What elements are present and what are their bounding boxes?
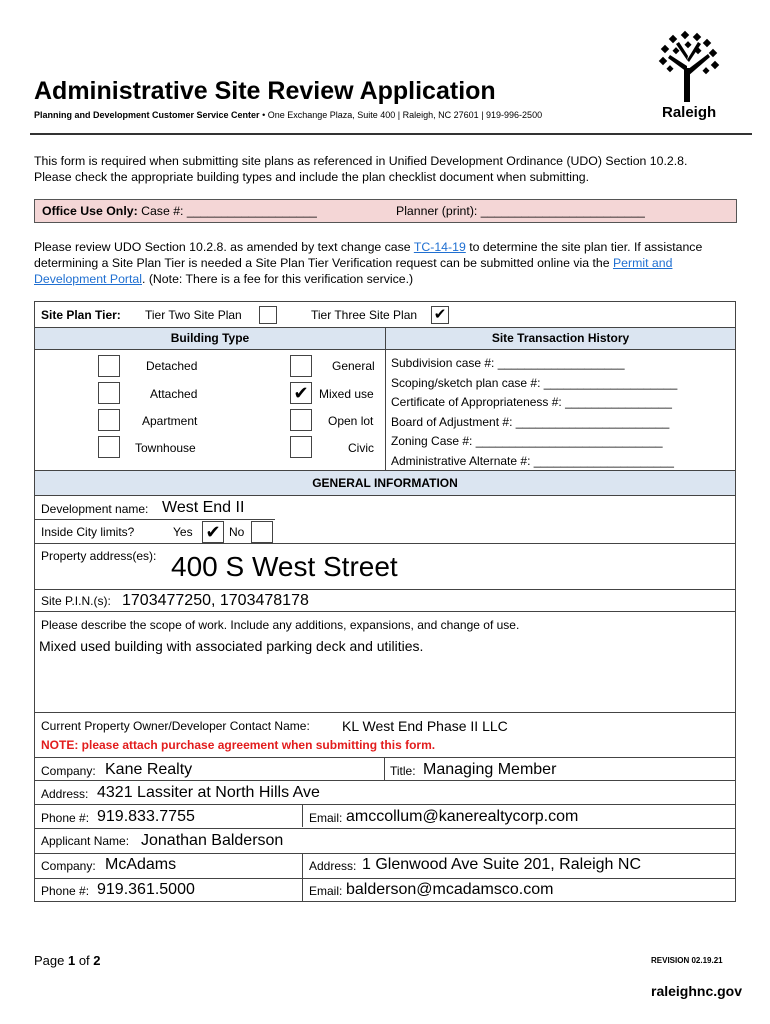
mixed-use-checkbox[interactable]: ✔ [290,382,312,404]
page-number [34,953,101,968]
owner-value[interactable]: KL West End Phase II LLC [342,718,508,734]
company2-label: Company: [41,859,96,873]
pin-line [35,611,735,612]
owner-line [35,757,735,758]
company-line [35,780,735,781]
building-type-header: Building Type [35,327,386,350]
city-no-checkbox[interactable] [251,521,273,543]
property-address-value[interactable]: 400 S West Street [171,551,398,582]
phone-value[interactable]: 919.833.7755 [97,808,195,825]
address-line [35,804,735,805]
office-use-case [42,204,317,218]
purchase-note: NOTE: please attach purchase agreement when submitting this form. [41,738,436,752]
page-subtitle [34,110,542,120]
office-planner-field: Planner (print): ________________________ [396,204,645,218]
apartment-checkbox[interactable] [98,409,120,431]
site-url: raleighnc.gov [651,983,743,999]
yes-label: Yes [173,525,193,539]
phone-label: Phone #: [41,811,90,825]
tier-two-checkbox[interactable] [259,306,277,324]
permit-portal-link[interactable]: Permit and Development Portal [34,256,673,286]
general-label: General [332,359,375,373]
owner-label: Current Property Owner/Developer Contact Name: [41,719,310,733]
page-total: 2 [93,953,101,968]
email2-label: Email: [309,884,343,898]
applicant-line [35,853,735,854]
property-address-label: Property address(es): [41,549,157,563]
email2-value[interactable]: balderson@mcadamsco.com [346,881,554,898]
review-part3: . (Note: There is a fee for this verification service.) [142,272,414,286]
development-name-value[interactable]: West End II [162,499,245,516]
city-line [35,543,735,544]
general-info-header: GENERAL INFORMATION [35,470,735,496]
intro-text: This form is required when submitting site plans as referenced in Unified Development Ordinance (UDO) Section 10.2.8. Please check the appropriate building types and include the plan checklist document when submitting. [34,154,688,184]
city-yes-checkbox[interactable]: ✔ [202,521,224,543]
page-word: Page [34,953,68,968]
civic-checkbox[interactable] [290,436,312,458]
phone-line [35,828,735,829]
header-divider [30,133,752,135]
address2-value[interactable]: 1 Glenwood Ave Suite 201, Raleigh NC [362,856,641,873]
application-form [34,301,736,902]
company2-value[interactable]: McAdams [105,856,177,873]
subtitle-contact: • One Exchange Plaza, Suite 400 | Raleigh, NC 27601 | 919-996-2500 [259,110,543,120]
attached-checkbox[interactable] [98,382,120,404]
coa-field[interactable]: Certificate of Appropriateness #: ________________ [391,395,672,409]
company-value[interactable]: Kane Realty [105,761,193,778]
subdivision-case-field[interactable]: Subdivision case #: ___________________ [391,356,625,370]
page-title: Administrative Site Review Application [34,77,496,105]
addr-line [35,589,735,590]
zoning-case-field[interactable]: Zoning Case #: ____________________________ [391,434,663,448]
address2-label: Address: [309,859,357,873]
admin-alternate-field[interactable]: Administrative Alternate #: _____________________ [391,454,674,468]
company2-line [35,878,735,879]
page-current: 1 [67,953,76,968]
company-label: Company: [41,764,96,778]
tier-three-checkbox[interactable]: ✔ [431,306,449,324]
company-divider [384,758,385,780]
review-part1: Please review UDO Section 10.2.8. as amended by text change case [34,240,414,254]
tier-three-label: Tier Three Site Plan [311,308,418,322]
boa-field[interactable]: Board of Adjustment #: _______________________ [391,415,670,429]
review-text [34,239,734,287]
transaction-header: Site Transaction History [386,327,735,350]
email-label: Email: [309,811,343,825]
site-pin-label: Site P.I.N.(s): [41,594,111,608]
apartment-label: Apartment [142,414,198,428]
applicant-label: Applicant Name: [41,834,130,848]
townhouse-label: Townhouse [135,441,196,455]
office-use-row [34,199,737,223]
tc-14-19-link[interactable]: TC-14-19 [413,240,466,254]
tier-label: Site Plan Tier: [41,308,121,322]
phone2-label: Phone #: [41,884,90,898]
of-word: of [75,953,94,968]
townhouse-checkbox[interactable] [98,436,120,458]
mixed-use-label: Mixed use [319,387,374,401]
development-name-label: Development name: [41,502,149,516]
scope-label: Please describe the scope of work. Include any additions, expansions, and change of use. [41,618,520,632]
phone2-value[interactable]: 919.361.5000 [97,881,195,898]
detached-checkbox[interactable] [98,355,120,377]
email-value[interactable]: amccollum@kanerealtycorp.com [346,808,579,825]
title-value[interactable]: Managing Member [423,761,557,778]
attached-label: Attached [150,387,198,401]
no-label: No [229,525,245,539]
scope-value[interactable]: Mixed used building with associated parking deck and utilities. [39,638,424,654]
tree-logo-icon [648,30,738,102]
title-label: Title: [390,764,416,778]
scoping-case-field[interactable]: Scoping/sketch plan case #: ____________________ [391,376,678,390]
tier-two-label: Tier Two Site Plan [145,308,242,322]
general-checkbox[interactable] [290,355,312,377]
civic-label: Civic [348,441,374,455]
address-value[interactable]: 4321 Lassiter at North Hills Ave [97,784,320,801]
revision-label: REVISION 02.19.21 [651,956,723,965]
city-limits-label: Inside City limits? [41,525,135,539]
open-lot-label: Open lot [328,414,374,428]
subtitle-office: Planning and Development Customer Service Center [34,110,260,120]
office-use-label: Office Use Only: [42,204,138,218]
site-pin-value[interactable]: 1703477250, 1703478178 [122,592,309,609]
dev-underline [35,519,275,520]
address-label: Address: [41,787,89,801]
open-lot-checkbox[interactable] [290,409,312,431]
review-part2: to determine the site plan tier. If assistance determining a Site Plan Tier is needed a Site Plan Tier Verification request can be submitted online via the [34,240,703,270]
office-case-field: Case #: ___________________ [137,204,317,218]
phone-divider [302,805,303,827]
logo-text: Raleigh [662,104,717,121]
scope-line [35,712,735,713]
building-divider [385,349,386,470]
raleigh-logo [648,30,738,126]
applicant-value[interactable]: Jonathan Balderson [141,832,284,849]
detached-label: Detached [146,359,198,373]
